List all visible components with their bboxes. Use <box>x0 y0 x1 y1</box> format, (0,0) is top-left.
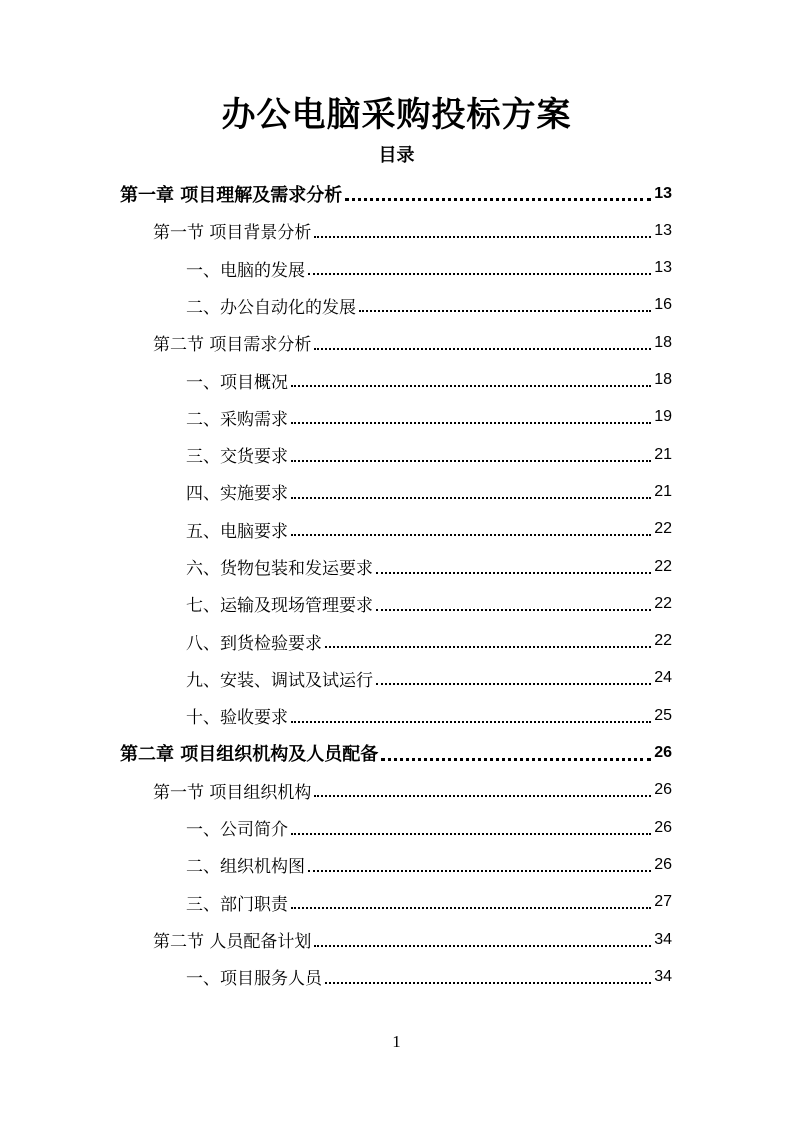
toc-entry-page: 34 <box>654 930 672 948</box>
toc-entry[interactable] <box>186 399 672 436</box>
toc-entry-title: 第一节 项目组织机构 <box>153 782 312 803</box>
toc-entry-title: 二、办公自动化的发展 <box>186 297 356 318</box>
toc-entry[interactable] <box>153 772 672 809</box>
toc-entry-page: 21 <box>654 482 672 500</box>
toc-dot-leader <box>376 609 651 611</box>
toc-dot-leader <box>308 273 651 275</box>
toc-dot-leader <box>291 907 651 909</box>
toc-entry[interactable] <box>186 884 672 921</box>
toc-entry-title: 一、公司简介 <box>186 820 288 841</box>
toc-entry-page: 18 <box>654 333 672 351</box>
toc-dot-leader <box>291 460 651 462</box>
toc-entry-page: 13 <box>654 259 672 277</box>
toc-entry-title: 二、组织机构图 <box>186 857 305 878</box>
toc-entry-title: 二、采购需求 <box>186 409 288 430</box>
toc-dot-leader <box>314 236 651 238</box>
toc-entry-page: 16 <box>654 296 672 314</box>
page-number: 1 <box>392 1032 401 1051</box>
toc-entry[interactable] <box>186 846 672 883</box>
toc-entry-page: 21 <box>654 445 672 463</box>
toc-entry[interactable] <box>186 548 672 585</box>
toc-dot-leader <box>345 198 651 201</box>
toc-dot-leader <box>314 348 651 350</box>
toc-entry[interactable] <box>186 287 672 324</box>
toc-entry-page: 24 <box>654 669 672 687</box>
toc-entry[interactable] <box>120 175 672 212</box>
toc-entry[interactable] <box>186 362 672 399</box>
toc-entry[interactable] <box>153 324 672 361</box>
toc-entry[interactable] <box>153 921 672 958</box>
toc-entry[interactable] <box>153 212 672 249</box>
toc-dot-leader <box>291 385 651 387</box>
toc-entry-page: 22 <box>654 520 672 538</box>
toc-dot-leader <box>308 870 651 872</box>
toc-entry-page: 26 <box>654 818 672 836</box>
toc-entry[interactable] <box>186 585 672 622</box>
toc-entry-page: 34 <box>654 967 672 985</box>
toc-dot-leader <box>291 422 651 424</box>
toc-entry[interactable] <box>186 436 672 473</box>
toc-dot-leader <box>381 758 651 761</box>
toc-entry-title: 六、货物包装和发运要求 <box>186 559 373 579</box>
toc-dot-leader <box>376 683 651 685</box>
toc-entry-title: 一、项目服务人员 <box>186 969 322 990</box>
toc-entry-title: 第二章 项目组织机构及人员配备 <box>120 744 379 765</box>
toc-entry[interactable] <box>186 623 672 660</box>
toc-entry[interactable] <box>186 660 672 697</box>
document-title: 办公电脑采购投标方案 <box>221 95 572 135</box>
toc-entry-title: 第一节 项目背景分析 <box>153 223 312 244</box>
toc-entry[interactable] <box>186 473 672 510</box>
toc-entry-title: 四、实施要求 <box>186 484 288 505</box>
toc-entry-page: 22 <box>654 632 672 650</box>
toc-entry-page: 18 <box>654 371 672 388</box>
toc-entry-page: 27 <box>654 893 672 911</box>
toc-entry-title: 三、交货要求 <box>186 447 288 468</box>
toc-entry-title: 十、验收要求 <box>186 708 288 729</box>
toc-dot-leader <box>359 310 651 312</box>
toc-entry-page: 26 <box>654 744 672 761</box>
toc-entry[interactable] <box>186 809 672 846</box>
toc-dot-leader <box>291 534 651 536</box>
toc-dot-leader <box>325 982 651 984</box>
toc-entry-title: 三、部门职责 <box>186 894 288 915</box>
toc-entry-page: 26 <box>654 855 672 873</box>
toc-dot-leader <box>291 497 651 499</box>
toc-dot-leader <box>314 945 651 947</box>
toc-entry[interactable] <box>186 958 672 995</box>
toc-entry-page: 22 <box>654 594 672 612</box>
toc-entry-page: 13 <box>654 184 672 202</box>
toc-entry-title: 一、项目概况 <box>186 372 288 393</box>
toc-entry-page: 25 <box>654 706 672 724</box>
toc-dot-leader <box>291 833 651 835</box>
toc-dot-leader <box>325 646 651 648</box>
toc-entry-title: 第一章 项目理解及需求分析 <box>120 184 343 206</box>
toc-entry-title: 一、电脑的发展 <box>186 260 305 281</box>
toc-entry-page: 13 <box>654 221 672 239</box>
toc-entry[interactable] <box>186 250 672 287</box>
toc-dot-leader <box>314 795 651 797</box>
toc-entry-page: 26 <box>654 781 672 799</box>
toc-entry[interactable] <box>186 511 672 548</box>
toc-entry-title: 五、电脑要求 <box>186 521 288 542</box>
toc-entry-title: 八、到货检验要求 <box>186 633 322 654</box>
toc-entry-page: 22 <box>654 557 672 575</box>
toc-heading: 目录 <box>378 145 415 166</box>
toc-entry-title: 七、运输及现场管理要求 <box>186 596 373 617</box>
toc-entry-title: 第二节 项目需求分析 <box>153 335 312 356</box>
toc-dot-leader <box>291 721 651 723</box>
toc-entry-title: 第二节 人员配备计划 <box>153 932 312 952</box>
toc-entry-page: 19 <box>654 408 672 426</box>
toc-entry-title: 九、安装、调试及试运行 <box>186 670 373 691</box>
toc-entry[interactable] <box>186 697 672 734</box>
toc-entry[interactable] <box>120 735 672 772</box>
toc-dot-leader <box>376 572 651 574</box>
